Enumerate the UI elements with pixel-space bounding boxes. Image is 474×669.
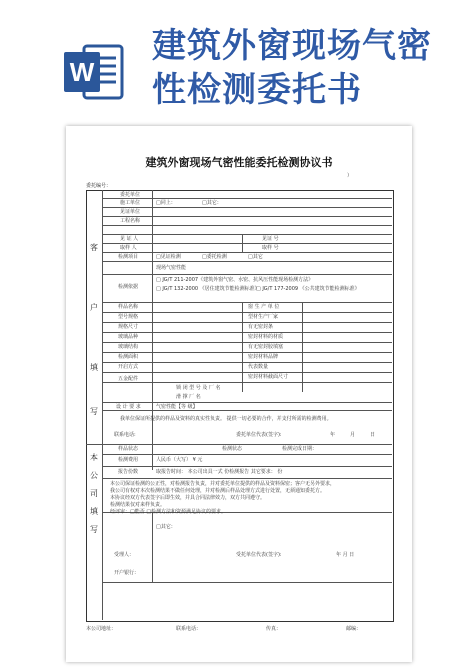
lab-section-char: 填	[90, 507, 98, 516]
lab-label-received-date: 检测完成日期：	[282, 446, 318, 452]
row-label-supervision-unit: 见证单位	[120, 209, 141, 215]
lab-note-line: 本协议经双方代表签字后即生效，并具合同法律效力，双方共同遵守。	[110, 495, 266, 501]
lab-section-char: 写	[90, 525, 98, 534]
basis-option-3[interactable]: □ JG/T 177-2009 《公共建筑节能检测标准》	[256, 286, 360, 292]
client-section-char: 户	[90, 303, 98, 312]
lab-section-char: 本	[90, 453, 98, 462]
row-label-glass-structure: 玻璃结构	[118, 344, 139, 350]
footer-postcode: 邮编：	[346, 626, 362, 632]
right-label-profile-maker: 型材生产厂家	[248, 314, 279, 320]
client-sign-month: 月	[350, 432, 356, 438]
row-label-test-quantity: 检测面积	[118, 354, 139, 360]
basis-option-2[interactable]: □ JG/T 132-2000 《居住建筑节能检测标准》	[156, 286, 260, 292]
lab-label-test-status: 检测状态	[222, 446, 243, 452]
footer-address: 本公司地址：	[86, 626, 117, 632]
lab-section-char: 司	[90, 489, 98, 498]
client-section-char: 填	[90, 363, 98, 372]
lab-bank-label: 开户银行：	[114, 570, 140, 576]
row-label-construction-unit: 施工单位	[120, 200, 141, 206]
client-section-char: 客	[90, 243, 98, 252]
contact-phone-label: 联系电话:	[114, 432, 136, 438]
footer-phone: 联系电话：	[176, 626, 202, 632]
basis-option-1[interactable]: □ JG/T 211-2007《建筑外窗气密、水密、抗风压性能现场检测方法》	[156, 277, 314, 283]
lab-label-sample-status: 样品状态	[118, 446, 139, 452]
row-label-project-name: 工程名称	[120, 218, 141, 224]
lab-note-line: 本公司保证检测的公正性，对检测报告负责，并对委托单位提供的样品及资料保密；客户无另外要求，	[110, 481, 336, 487]
right-label-seal-brand: 密封材料品牌	[248, 354, 279, 360]
banner	[0, 0, 474, 118]
row-label-test-items: 检测项目	[118, 254, 139, 260]
right-label-seal-size: 密封材料截面尺寸	[248, 374, 289, 380]
lab-receiver-label: 受理人：	[114, 552, 135, 558]
row-label-opening-mode: 开启方式	[118, 364, 139, 370]
svg-text:W: W	[69, 57, 95, 87]
document-page	[66, 126, 412, 662]
top-right-mark: ）	[346, 173, 352, 179]
row-label-glass-type: 玻璃品种	[118, 334, 139, 340]
footer-fax: 传真：	[266, 626, 282, 632]
row-label-hardware: 五金配件	[118, 376, 139, 382]
banner-title: 建筑外窗现场气密 性检测委托书	[152, 26, 432, 110]
right-label-seal-material: 密封材料的材质	[248, 334, 284, 340]
test-item-witness-option[interactable]: □见证检测	[156, 254, 181, 260]
row-label-sampler: 取样 人	[120, 245, 137, 251]
row-label-model-spec: 型号规格	[118, 314, 139, 320]
row-label-sampler-no: 取样 号	[262, 245, 279, 251]
row-label-witness-no: 见证 号	[262, 236, 279, 242]
test-item-value: 现场气密性能	[156, 265, 187, 271]
lab-section-char: 公	[90, 471, 98, 480]
hardware-slide-label: 滑 撑 厂 名	[176, 394, 201, 400]
client-sign-day: 日	[370, 432, 376, 438]
test-item-other-option[interactable]: □其它	[248, 254, 263, 260]
right-label-area: 有无密封条	[248, 324, 274, 330]
lab-sign-date: 年 月 日	[336, 552, 355, 558]
right-label-manufacturer: 窗 生 产 单 位	[248, 304, 280, 310]
row-label-witness: 见 证 人	[120, 236, 139, 242]
lab-report-options[interactable]: 取报告时间： 本公司出具一式 份检测报告 其它要求： 份	[156, 469, 283, 475]
test-item-entrust-option[interactable]: □委托检测	[202, 254, 227, 260]
hardware-lock-label: 锁 闭 型 号 及 厂 名	[176, 385, 221, 391]
lab-fee-amount[interactable]: 人民币（大写） ¥ 元	[156, 457, 203, 463]
lab-sign-label: 受托单位代表(签字):	[236, 552, 282, 558]
row-label-test-basis: 检测依据	[118, 284, 139, 290]
construction-other-option[interactable]: □其它：	[202, 200, 222, 206]
client-sign-label: 委托单位代表(签字):	[236, 432, 282, 438]
right-label-rep-sample: 代表数量	[248, 364, 269, 370]
right-label-seal-structure: 有无密封胶填塞	[248, 344, 284, 350]
row-label-profile-spec: 规格尺寸	[118, 324, 139, 330]
client-declaration: 我单位保证所提供的样品及资料的真实性负责。 提供一切必要的合作，并支付所需的检测费用。	[120, 416, 332, 422]
lab-label-report-copies: 报告份数	[118, 469, 139, 475]
row-label-sample-name: 样品名称	[118, 304, 139, 310]
client-section-char: 写	[90, 407, 98, 416]
design-req-value[interactable]: 气密性能【等 级】	[156, 404, 198, 410]
construction-same-option[interactable]: □同上：	[156, 200, 176, 206]
lab-label-fee: 检测费用	[118, 457, 139, 463]
lab-note-line: 我公司有权对本次检测结果不做任何处理，并对检测后样品处理方式进行处置，无须通知委托方。	[110, 488, 326, 494]
row-label-client-unit: 委托单位	[120, 192, 141, 198]
client-sign-year: 年	[330, 432, 336, 438]
lab-note-line: 经评审：□能否 □检测方法和资源满足协议的要求。	[110, 509, 227, 515]
entrust-number-label: 委托编号：	[86, 183, 112, 189]
word-document-icon	[62, 40, 126, 104]
lab-other-option[interactable]: □其它：	[156, 524, 176, 530]
lab-note-line: 检测结果仅对来样负责。	[110, 502, 166, 508]
row-label-design-req: 设 计 要 求	[116, 404, 141, 410]
document-title: 建筑外窗现场气密性能委托检测协议书	[145, 156, 333, 169]
